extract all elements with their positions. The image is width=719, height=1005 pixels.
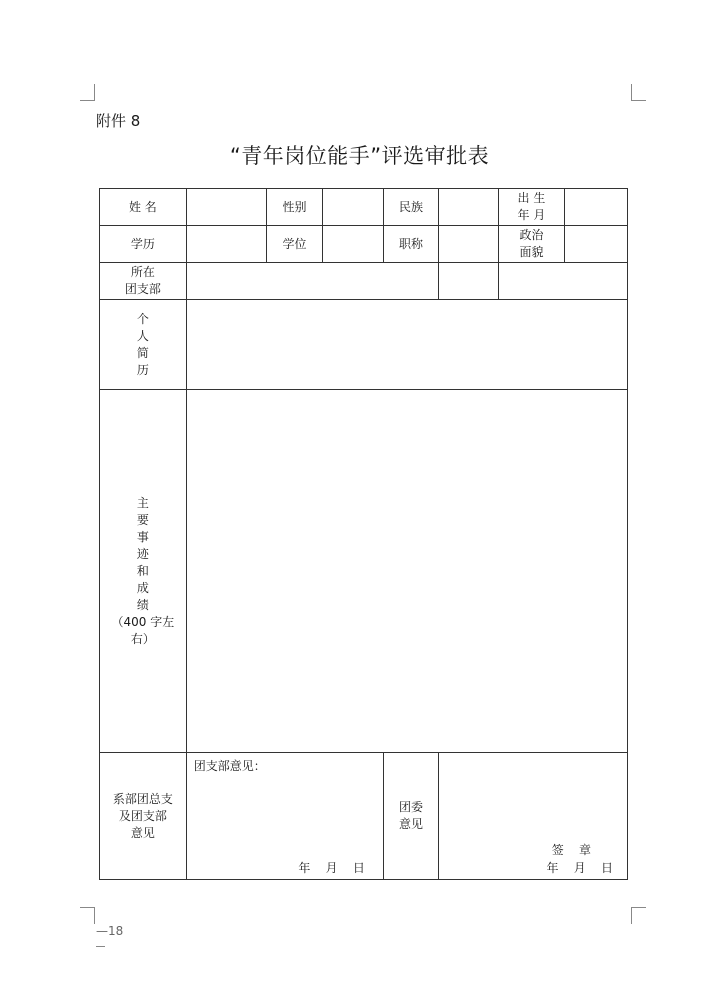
committee-opinion-date: 年 月 日 <box>546 861 613 875</box>
branch-opinion-label: 团支部意见： <box>193 759 266 773</box>
field-name[interactable] <box>186 189 267 226</box>
field-branch-opinion[interactable] <box>186 753 383 880</box>
row-resume <box>100 300 628 390</box>
label-resume: 个 人 简 历 <box>100 300 187 390</box>
label-title: 职称 <box>383 226 438 263</box>
footer-dash <box>96 946 105 947</box>
label-political-status: 政治 面貌 <box>499 226 564 263</box>
page-number: —18 <box>96 924 124 938</box>
crop-mark-top-right <box>631 84 646 101</box>
field-branch[interactable] <box>186 263 438 300</box>
field-education[interactable] <box>186 226 267 263</box>
crop-mark-top-left <box>80 84 95 101</box>
label-name: 姓 名 <box>100 189 187 226</box>
form-title: “青年岗位能手”评选审批表 <box>229 144 490 168</box>
field-degree[interactable] <box>322 226 383 263</box>
label-committee-opinion: 团委 意见 <box>383 753 438 880</box>
branch-opinion-date: 年 月 日 <box>298 861 365 875</box>
seal-label: 签 章 <box>551 843 591 857</box>
field-resume[interactable] <box>186 300 627 390</box>
field-political-status[interactable] <box>564 226 627 263</box>
field-committee-opinion[interactable] <box>439 753 628 880</box>
crop-mark-bottom-left <box>80 907 95 924</box>
approval-form-table <box>99 188 628 880</box>
attachment-label: 附件 8 <box>96 112 141 130</box>
field-branch-extra[interactable] <box>439 263 499 300</box>
row-basic-1 <box>100 189 628 226</box>
label-dept-opinion: 系部团总支 及团支部 意见 <box>100 753 187 880</box>
field-birth-date[interactable] <box>564 189 627 226</box>
field-branch-extra-2[interactable] <box>499 263 628 300</box>
row-opinions <box>100 753 628 880</box>
field-main-deeds[interactable] <box>186 390 627 753</box>
row-basic-2 <box>100 226 628 263</box>
field-ethnicity[interactable] <box>439 189 499 226</box>
row-branch <box>100 263 628 300</box>
label-degree: 学位 <box>267 226 322 263</box>
field-gender[interactable] <box>322 189 383 226</box>
field-title[interactable] <box>439 226 499 263</box>
label-ethnicity: 民族 <box>383 189 438 226</box>
label-education: 学历 <box>100 226 187 263</box>
label-branch: 所在 团支部 <box>100 263 187 300</box>
crop-mark-bottom-right <box>631 907 646 924</box>
label-gender: 性别 <box>267 189 322 226</box>
label-birth-date: 出 生 年 月 <box>499 189 564 226</box>
row-deeds <box>100 390 628 753</box>
label-main-deeds: 主 要 事 迹 和 成 绩 （400 字左 右） <box>100 390 187 753</box>
